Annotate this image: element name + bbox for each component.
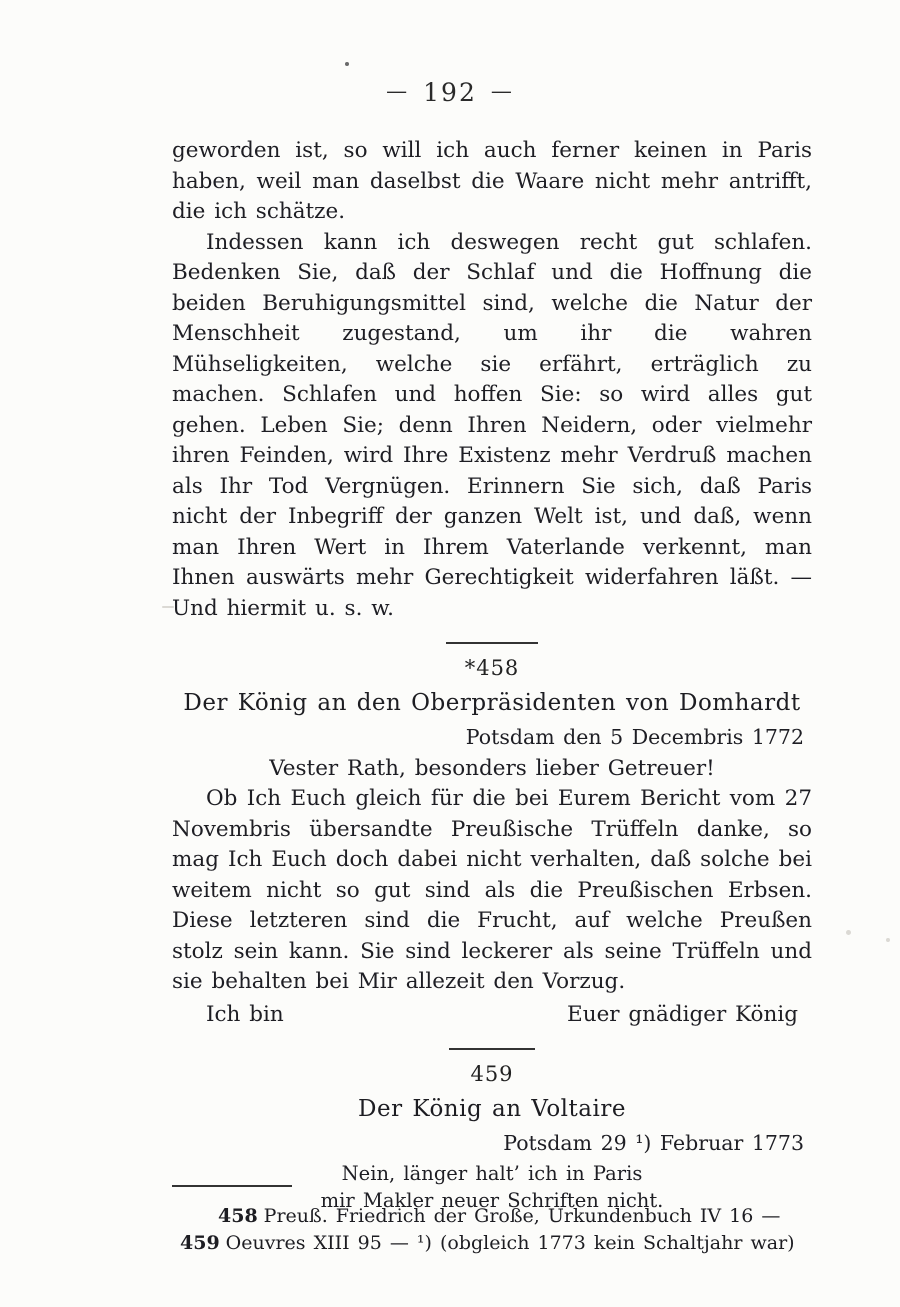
paragraph-continued: geworden ist, so will ich auch ferner keinen in Paris haben, weil man daselbst die Waare nicht mehr antrifft, die ich schätze. bbox=[172, 138, 812, 224]
letter-title-458: Der König an den Oberpräsidenten von Domhardt bbox=[183, 690, 801, 716]
verse-line-1: Nein, länger halt’ ich in Paris bbox=[341, 1161, 643, 1185]
footnote-number-458: 458 bbox=[218, 1205, 258, 1227]
closing-left-458: Ich bin bbox=[206, 1001, 284, 1027]
footnote-block bbox=[172, 1203, 812, 1257]
header-dash-right: — bbox=[490, 79, 514, 103]
paragraph-indessen: Indessen kann ich deswegen recht gut schlafen. Bedenken Sie, daß der Schlaf und die Hoffnung die beiden Beruhigungsmittel sind, welche die Natur der Menschheit zugestand, um ihr die wahren Mühseligkeiten, welche sie erfährt, erträglich zu machen. Schlafen und hoffen Sie: so wird alles gut gehen. Leben Sie; denn Ihren Neidern, oder vielmehr ihren Feinden, wird Ihre Existenz mehr Verdruß machen als Ihr Tod Vergnügen. Erinnern Sie sich, daß Paris nicht der Inbegriff der ganzen Welt ist, und daß, wenn man Ihren Wert in Ihrem Vaterlande verkennt, man Ihnen auswärts mehr Gerechtigkeit widerfahren läßt. — Und hiermit u. s. w. bbox=[172, 229, 812, 621]
section-divider bbox=[446, 642, 538, 644]
letter-salutation-458: Vester Rath, besonders lieber Getreuer! bbox=[269, 756, 715, 781]
letter-title-459: Der König an Voltaire bbox=[358, 1095, 626, 1122]
paper-blemish bbox=[846, 930, 851, 935]
footnote-divider bbox=[172, 1185, 292, 1187]
letter-number-459: 459 bbox=[470, 1061, 514, 1086]
letter-number-458: *458 bbox=[464, 656, 520, 680]
letter-body-458: Ob Ich Euch gleich für die bei Eurem Bericht vom 27 Novembris übersandte Preußische Trüffeln danke, so mag Ich Euch doch dabei nicht verhalten, daß solche bei weitem nicht so gut sind als die Preußischen Erbsen. Diese letzteren sind die Frucht, auf welche Preußen stolz sein kann. Sie sind leckerer als seine Trüffeln und sie behalten bei Mir allezeit den Vorzug. bbox=[172, 786, 812, 994]
header-dash-left: — bbox=[386, 79, 410, 103]
footnote-458 bbox=[172, 1203, 812, 1230]
footnote-text-458: Preuß. Friedrich der Große, Urkundenbuch IV 16 — bbox=[263, 1205, 781, 1227]
page-body bbox=[172, 136, 812, 1214]
verse-line-2: mir Makler neuer Schriften nicht. bbox=[320, 1188, 664, 1212]
paper-speck bbox=[345, 62, 349, 66]
paper-blemish bbox=[886, 938, 890, 942]
section-divider-2 bbox=[449, 1048, 535, 1050]
letter-dateline-459: Potsdam 29 ¹) Februar 1773 bbox=[503, 1130, 804, 1155]
letter-dateline-458: Potsdam den 5 Decembris 1772 bbox=[465, 725, 804, 749]
letter-closing-458 bbox=[172, 1000, 812, 1030]
footnote-text-459: Oeuvres XIII 95 — ¹) (obgleich 1773 kein Schaltjahr war) bbox=[225, 1232, 795, 1254]
closing-right-458: Euer gnädiger König bbox=[567, 1001, 798, 1027]
page-header bbox=[0, 78, 900, 107]
page-number: 192 bbox=[423, 78, 477, 107]
footnote-459 bbox=[172, 1230, 812, 1257]
footnote-number-459: 459 bbox=[180, 1232, 220, 1254]
